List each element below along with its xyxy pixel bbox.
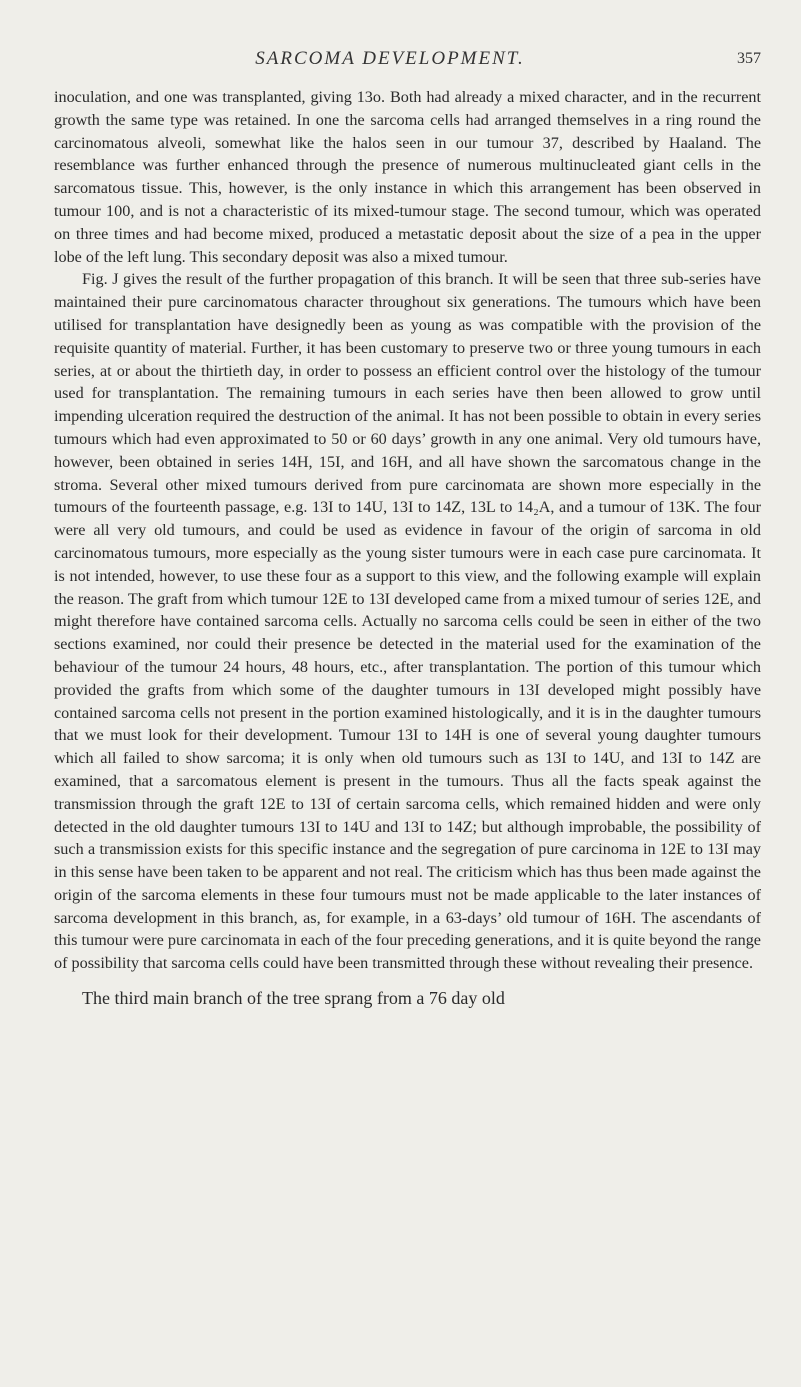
paragraph-3: The third main branch of the tree sprang from a 76 day old xyxy=(82,988,505,1009)
page-header xyxy=(0,48,801,78)
page-number: 357 xyxy=(737,50,761,67)
paragraph-2: Fig. J gives the result of the further propagation of this branch. It will be seen that three sub-series have maintained their pure carcinomatous character throughout six generations. The tumours which have been utilised for transplantation have designedly been as young as was compatible with the provision of the requisite quantity of material. Further, it has been customary to preserve two or three young tumours in each series, at or about the thirtieth day, in order to possess an efficient control over the histology of the tumour used for transplantation. The remaining tumours in each series have then been allowed to grow until impending ulceration required the destruction of the animal. It has not been possible to obtain in every series tumours which had even approximated to 50 or 60 days’ growth in any one animal. Very old tumours have, however, been obtained in series 14H, 15I, and 16H, and all have shown the sarcomatous change in the stroma. Several other mixed tumours derived from pure carcinomata are shown more especially in the tumours of the fourteenth passage, e.g. 13I to 14U, 13I to 14Z, 13L to 14₂A, and a tumour of 13K. The four were all very old tumours, and could be used as evidence in favour of the origin of sarcoma in old carcinomatous tumours, more especially as the young sister tumours were in each case pure carcinomata. It is not intended, however, to use these four as a support to this view, and the following example will explain the reason. The graft from which tumour 12E to 13I developed came from a mixed tumour of series 12E, and might therefore have contained sarcoma cells. Actually no sarcoma cells could be seen in either of the two sections examined, nor could their presence be detected in the material used for the examination of the behaviour of the tumour 24 hours, 48 hours, etc., after transplantation. The portion of this tumour which provided the grafts from which some of the daughter tumours in 13I developed might possibly have contained sarcoma cells not present in the portion examined histologically, and it is in the daughter tumours that we must look for their development. Tumour 13I to 14H is one of several young daughter tumours which all failed to show sarcoma; it is only when old tumours such as 13I to 14U, and 13I to 14Z are examined, that a sarcomatous element is present in the tumours. Thus all the facts speak against the transmission through the graft 12E to 13I of certain sarcoma cells, which remained hidden and were only detected in the old daughter tumours 13I to 14U and 13I to 14Z; but although improbable, the possibility of such a transmission exists for this specific instance and the segregation of pure carcinoma in 12E to 13I may in this sense have been taken to be apparent and not real. The criticism which has thus been made against the origin of the sarcoma elements in these four tumours must not be made applicable to the later instances of sarcoma development in this branch, as, for example, in a 63-days’ old tumour of 16H. The ascendants of this tumour were pure carcinomata in each of the four preceding generations, and it is quite beyond the range of possibility that sarcoma cells could have been transmitted through these without revealing their presence. xyxy=(54,270,761,973)
running-title: SARCOMA DEVELOPMENT. xyxy=(255,48,525,69)
body-text xyxy=(54,86,761,1011)
paragraph-1: inoculation, and one was transplanted, giving 13o. Both had already a mixed character, and in the recurrent growth the same type was retained. In one the sarcoma cells had arranged themselves in a ring round the carcinomatous alveoli, somewhat like the halos seen in our tumour 37, described by Haaland. The resemblance was further enhanced through the presence of numerous multinucleated giant cells in the sarcomatous tissue. This, however, is the only instance in which this arrangement has been observed in tumour 100, and is not a characteristic of its mixed-tumour stage. The second tumour, which was operated on three times and had become mixed, produced a metastatic deposit about the size of a pea in the upper lobe of the left lung. This secondary deposit was also a mixed tumour. xyxy=(54,88,761,266)
